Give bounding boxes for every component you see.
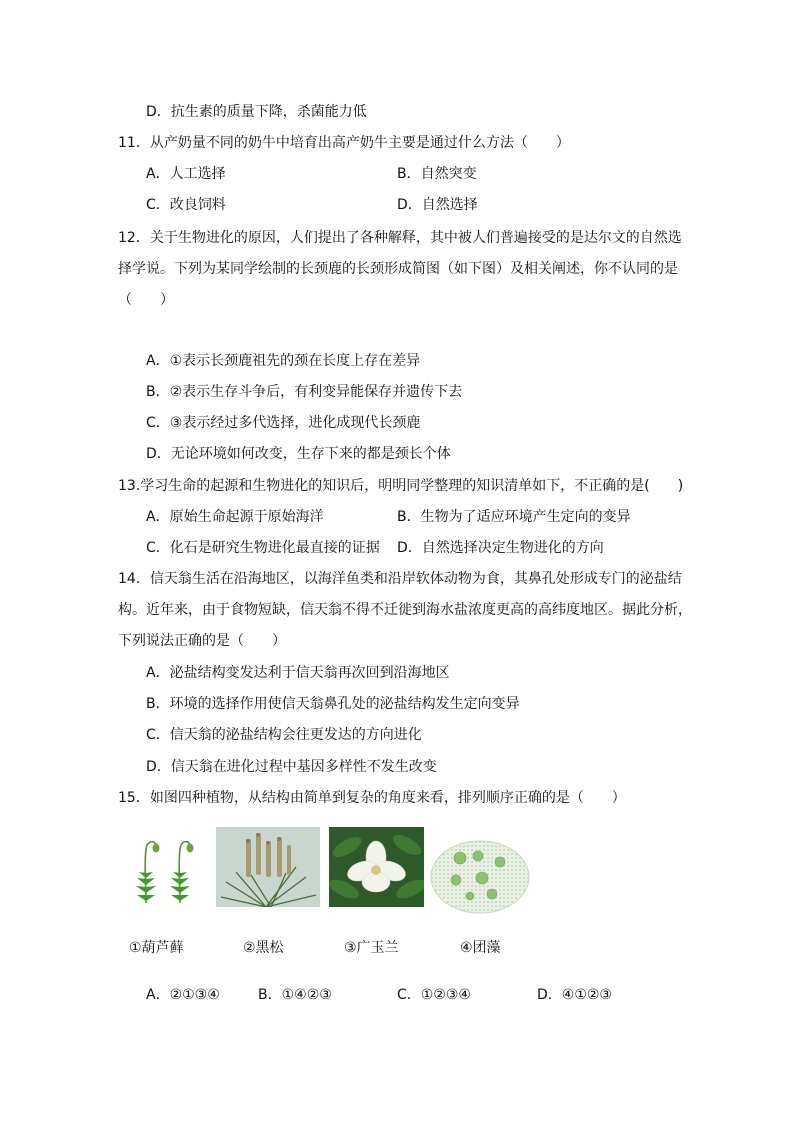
caption-volvox: ④团藻 [460,940,501,956]
q14-stem-line1: 14．信天翁生活在沿海地区，以海洋鱼类和沿岸软体动物为食，其鼻孔处形成专门的泌盐结 [118,571,682,587]
q12-option-c: C．③表示经过多代选择，进化成现代长颈鹿 [146,415,421,431]
q11-option-a: A．人工选择 [146,166,226,182]
black-pine-image [216,827,320,907]
q14-stem-line2: 构。近年来，由于食物短缺，信天翁不得不迁徙到海水盐浓度更高的高纬度地区。据此分析， [118,602,692,618]
q10-option-d: D．抗生素的质量下降，杀菌能力低 [146,104,367,120]
caption-magnolia: ③广玉兰 [344,940,399,956]
q12-stem-line2: 择学说。下列为某同学绘制的长颈鹿的长颈形成简图（如下图）及相关阐述，你不认同的是 [118,261,678,277]
q13-option-d: D．自然选择决定生物进化的方向 [397,540,604,556]
q11-option-c: C．改良饲料 [146,197,226,213]
q15-option-d: D．④①②③ [537,987,612,1003]
q12-option-d: D．无论环境如何改变，生存下来的都是颈长个体 [146,446,451,462]
magnolia-image [329,827,424,907]
moss-image [124,835,202,905]
q11-option-b: B．自然突变 [397,166,477,182]
q15-option-c: C．①②③④ [397,987,471,1003]
q12-stem-line3: （ ） [118,292,174,308]
q12-stem-line1: 12．关于生物进化的原因，人们提出了各种解释，其中被人们普遍接受的是达尔文的自然选 [118,230,682,246]
q14-option-a: A．泌盐结构变发达利于信天翁再次回到沿海地区 [146,665,450,681]
q12-option-a: A．①表示长颈鹿祖先的颈在长度上存在差异 [146,353,421,369]
caption-black-pine: ②黑松 [243,940,284,956]
q15-option-b: B．①④②③ [258,987,332,1003]
q11-stem: 11．从产奶量不同的奶牛中培育出高产奶牛主要是通过什么方法（ ） [118,135,570,151]
q12-option-b: B．②表示生存斗争后，有利变异能保存并遗传下去 [146,384,463,400]
volvox-image [430,840,530,914]
q13-stem: 13.学习生命的起源和生物进化的知识后，明明同学整理的知识清单如下，不正确的是( ) [118,478,684,494]
q11-option-d: D．自然选择 [397,197,478,213]
q13-option-b: B．生物为了适应环境产生定向的变异 [397,509,631,525]
q14-option-b: B．环境的选择作用使信天翁鼻孔处的泌盐结构发生定向变异 [146,696,520,712]
caption-moss: ①葫芦藓 [129,940,184,956]
q15-option-a: A．②①③④ [146,987,220,1003]
q14-stem-line3: 下列说法正确的是（ ） [118,633,286,649]
q14-option-c: C．信天翁的泌盐结构会往更发达的方向进化 [146,727,422,743]
q13-option-c: C．化石是研究生物进化最直接的证据 [146,540,380,556]
q15-stem: 15．如图四种植物，从结构由简单到复杂的角度来看，排列顺序正确的是（ ） [118,790,626,806]
q14-option-d: D．信天翁在进化过程中基因多样性不发生改变 [146,759,437,775]
q13-option-a: A．原始生命起源于原始海洋 [146,509,324,525]
